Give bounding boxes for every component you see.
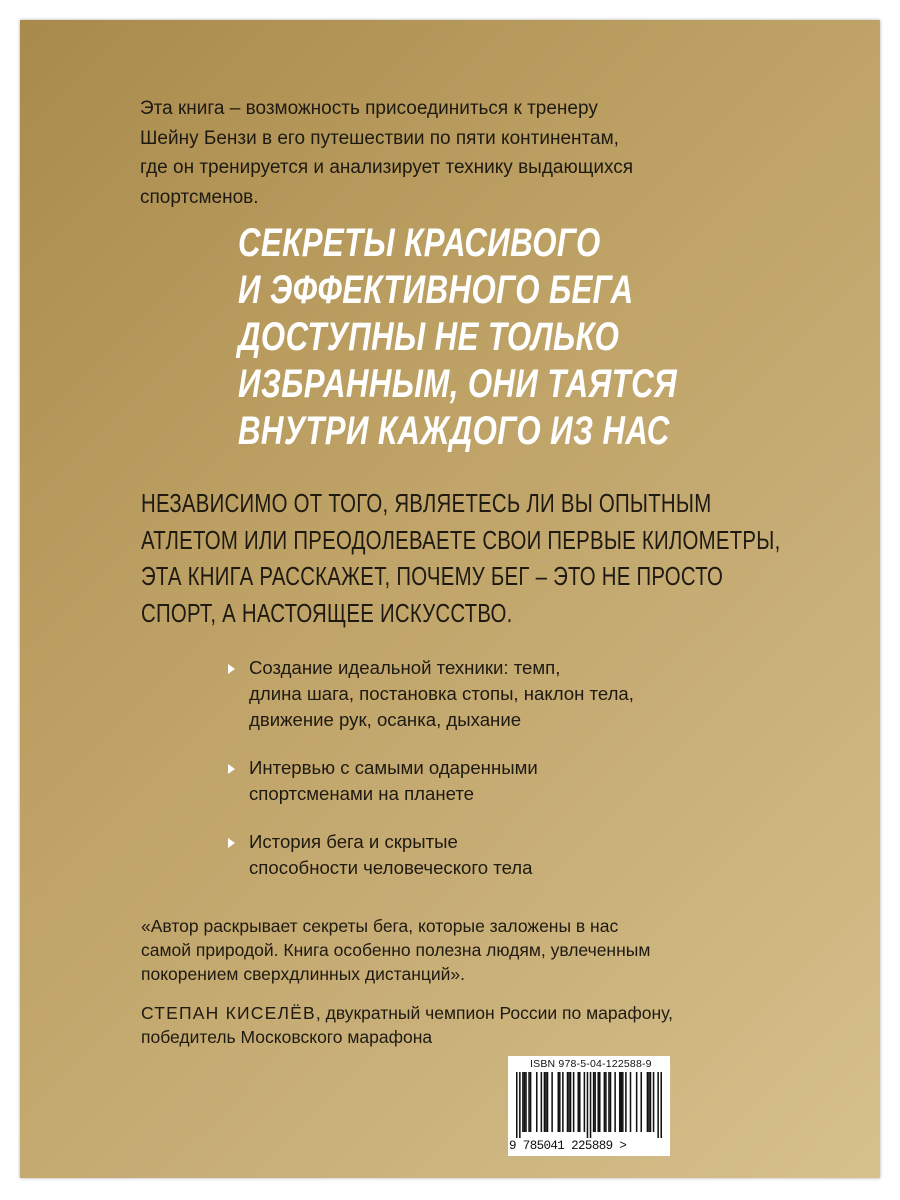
barcode-bar [562,1072,564,1132]
barcode-bar [522,1072,524,1132]
quote-line: покорением сверхдлинных дистанций». [141,964,466,984]
barcode-bar [559,1072,561,1132]
feature-line: Создание идеальной техники: темп, [249,657,561,678]
barcode-bar [599,1072,601,1132]
barcode-bar [568,1072,570,1132]
triangle-bullet-icon [228,664,235,674]
headline-line: СЕКРЕТЫ КРАСИВОГО [238,221,601,265]
review-quote [141,914,821,986]
barcode-bar [604,1072,606,1132]
isbn-label: ISBN 978-5-04-122588-9 [530,1058,652,1070]
headline-line: И ЭФФЕКТИВНОГО БЕГА [238,268,634,312]
isbn-barcode-block [508,1056,670,1156]
barcode-bar [530,1072,532,1132]
barcode-bar [573,1072,575,1132]
subhead-paragraph [141,486,781,632]
barcode-bar [545,1072,547,1132]
headline-line: ИЗБРАННЫМ, ОНИ ТАЯТСЯ [238,362,678,406]
barcode-bar [593,1072,595,1132]
barcode-bar [621,1072,623,1132]
feature-line: спортсменами на планете [249,783,474,804]
intro-paragraph [140,94,740,212]
feature-line: История бега и скрытые [249,831,458,852]
barcode-bar [594,1072,596,1132]
feature-list [228,655,788,881]
feature-line: Интервью с самыми одаренными [249,757,538,778]
barcode-bar [547,1072,549,1132]
barcode-bar [544,1072,546,1132]
feature-line: длина шага, постановка стопы, наклон тела, [249,683,634,704]
headline [238,220,722,455]
intro-line: Эта книга – возможность присоединиться к тренеру [140,98,598,119]
barcode-bar [653,1072,655,1132]
author-name: СТЕПАН КИСЕЛЁВ [141,1003,316,1023]
headline-line: ВНУТРИ КАЖДОГО ИЗ НАС [238,409,670,453]
barcode-bar [648,1072,650,1132]
barcode [516,1072,662,1138]
barcode-bar [650,1072,652,1132]
intro-line: спортсменов. [140,186,259,208]
barcode-bar [610,1072,612,1132]
subhead-line: ЭТА КНИГА РАССКАЖЕТ, ПОЧЕМУ БЕГ – ЭТО НЕ ПРОСТО [141,563,724,591]
barcode-bar [657,1072,659,1138]
feature-line: движение рук, осанка, дыхание [249,709,522,730]
barcode-bar [536,1072,538,1132]
quote-line: самой природой. Книга особенно полезна людям, увлеченным [141,940,651,960]
barcode-bar [590,1072,592,1138]
feature-item [228,829,788,881]
feature-line: способности человеческого тела [249,857,533,878]
book-back-cover [20,20,880,1178]
barcode-bar [528,1072,530,1132]
subhead-line: АТЛЕТОМ ИЛИ ПРЕОДОЛЕВАЕТЕ СВОИ ПЕРВЫЕ КИЛОМЕТРЫ, [141,526,781,555]
barcode-bar [630,1072,632,1132]
barcode-bar [636,1072,638,1132]
triangle-bullet-icon [228,764,235,774]
barcode-bar [524,1072,526,1132]
subhead-line: СПОРТ, А НАСТОЯЩЕЕ ИСКУССТВО. [141,599,513,628]
barcode-bar [525,1072,527,1132]
subhead-line: НЕЗАВИСИМО ОТ ТОГО, ЯВЛЯЕТЕСЬ ЛИ ВЫ ОПЫТНЫМ [141,490,712,518]
barcode-bar [647,1072,649,1132]
headline-line: ДОСТУПНЫ НЕ ТОЛЬКО [238,315,620,359]
intro-line: Шейну Бензи в его путешествии по пяти континентам, [140,127,619,149]
barcode-bar [622,1072,624,1132]
barcode-bar [567,1072,569,1132]
quote-author [141,1001,841,1049]
feature-item [228,755,788,807]
author-title: , двукратный чемпион России по марафону, [315,1003,674,1023]
barcode-bar [579,1072,581,1132]
barcode-bar [551,1072,553,1132]
triangle-bullet-icon [228,838,235,848]
author-title-continued: победитель Московского марафона [141,1027,433,1047]
barcode-bar [608,1072,610,1132]
barcode-bar [584,1072,586,1132]
barcode-bar [614,1072,616,1132]
barcode-bar [541,1072,543,1132]
barcode-bar [587,1072,589,1138]
barcode-bar [557,1072,559,1132]
barcode-bar [597,1072,599,1132]
barcode-bar [570,1072,572,1132]
barcode-bar [605,1072,607,1132]
barcode-digits: 9 785041 225889 > [509,1139,627,1153]
barcode-bar [660,1072,662,1138]
intro-line: где он тренируется и анализирует технику выдающихся [140,157,634,178]
barcode-bar [577,1072,579,1132]
feature-item [228,655,788,733]
barcode-bar [640,1072,642,1132]
barcode-bar [516,1072,518,1138]
barcode-bar [519,1072,521,1138]
barcode-bar [625,1072,627,1132]
quote-line: «Автор раскрывает секреты бега, которые заложены в нас [141,916,619,936]
barcode-bar [619,1072,621,1132]
